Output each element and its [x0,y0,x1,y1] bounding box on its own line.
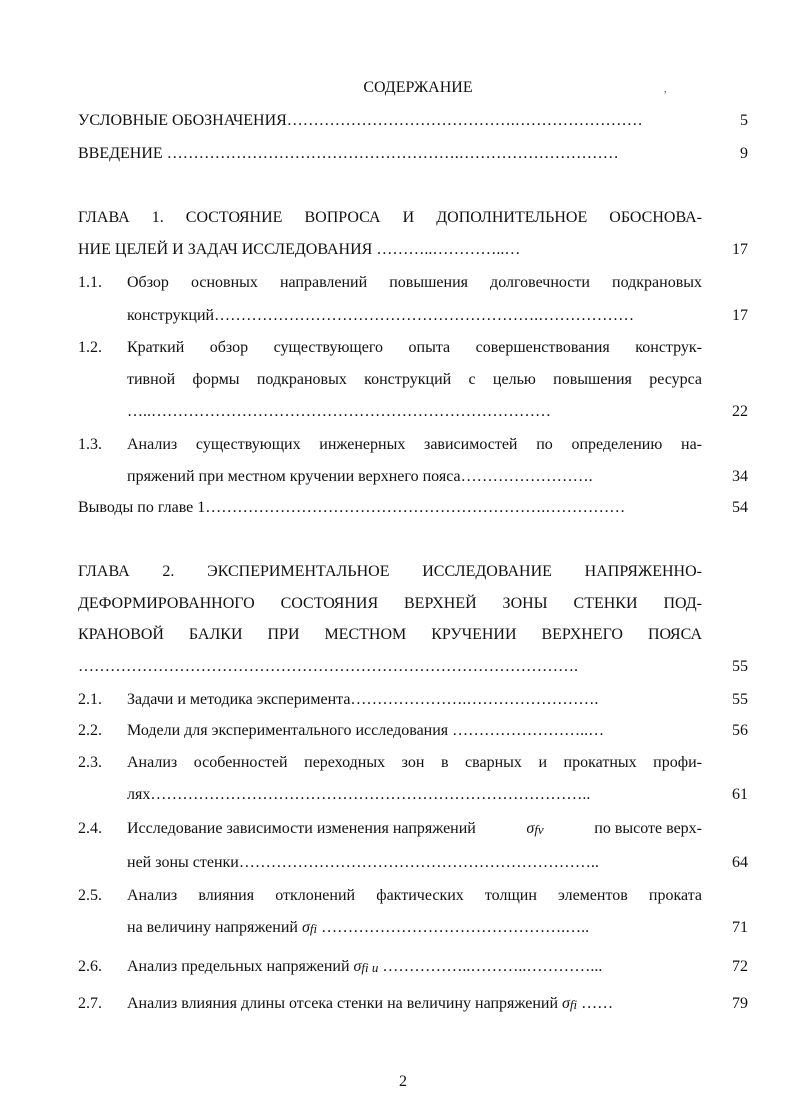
section-2-4-line2[interactable]: ней зоны стенки………………………………………………………….. [127,854,599,871]
section-2-5-page: 71 [732,919,748,936]
page-title: СОДЕРЖАНИЕ [363,79,473,96]
chapter2-heading-line1[interactable]: ГЛАВА 2. ЭКСПЕРИМЕНТАЛЬНОЕ ИССЛЕДОВАНИЕ НАПРЯЖЕННО- [78,563,702,580]
section-2-4-line1[interactable] [127,819,702,840]
section-2-6-line1[interactable]: Анализ предельных напряжений σfi u ……………..………..…………... [127,958,603,975]
page-number: 2 [399,1073,407,1090]
chapter2-page: 55 [732,658,748,675]
section-1-2-line3[interactable]: …..………………………………………………………………… [127,403,551,420]
sigma-fi-symbol-2: σfi [562,995,578,1012]
toc-entry-notation[interactable]: УСЛОВНЫЕ ОБОЗНАЧЕНИЯ…………………………………….…………………… [78,112,643,129]
section-2-3-line2[interactable]: лях……………………………………………………………………….. [127,786,591,803]
toc-page-introduction: 9 [740,145,748,162]
section-2-3-page: 61 [732,786,748,803]
section-2-6-page: 72 [732,958,748,975]
sigma-fv-symbol: σfv [526,820,544,837]
section-1-1-line1[interactable]: Обзор основных направлений повышения долговечности подкрановых [127,274,702,291]
chapter1-heading-line2[interactable]: НИЕ ЦЕЛЕЙ И ЗАДАЧ ИССЛЕДОВАНИЯ ………..…………..… [78,241,521,258]
section-1-3-line1[interactable]: Анализ существующих инженерных зависимостей по определению на- [127,436,702,453]
section-1-3-line2[interactable]: пряжений при местном кручении верхнего пояса……………………. [127,468,593,485]
chapter1-page: 17 [732,241,748,258]
section-number-2-2: 2.2. [78,722,102,739]
section-number-2-3: 2.3. [78,754,102,771]
sigma-fiu-symbol: σfi u [353,958,379,975]
chapter1-heading-line1[interactable]: ГЛАВА 1. СОСТОЯНИЕ ВОПРОСА И ДОПОЛНИТЕЛЬНОЕ ОБОСНОВА- [78,209,702,226]
section-2-4-text: Исследование зависимости изменения напряжений [127,820,476,837]
section-2-3-line1[interactable]: Анализ особенностей переходных зон в сварных и прокатных профи- [127,754,702,771]
section-number-2-5: 2.5. [78,887,102,904]
section-1-2-line2[interactable]: тивной формы подкрановых конструкций с целью повышения ресурса [127,371,702,388]
section-1-2-line1[interactable]: Краткий обзор существующего опыта совершенствования конструк- [127,339,702,356]
toc-page-notation: 5 [740,112,748,129]
section-number-2-7: 2.7. [78,995,102,1012]
section-number-2-6: 2.6. [78,958,102,975]
section-2-1-line1[interactable]: Задачи и методика эксперимента………………….……………………. [127,691,599,708]
section-number-1-1: 1.1. [78,274,102,291]
section-2-4-post: по высоте верх- [594,820,702,837]
chapter2-heading-line3[interactable]: КРАНОВОЙ БАЛКИ ПРИ МЕСТНОМ КРУЧЕНИИ ВЕРХНЕГО ПОЯСА [78,626,702,643]
section-2-5-line2[interactable]: на величину напряжений σfi ……………………………………….….. [127,919,590,936]
section-1-1-line2[interactable]: конструкций…………………………………………………….……………… [127,307,635,324]
section-number-2-4: 2.4. [78,820,102,837]
section-1-2-page: 22 [732,403,748,420]
section-2-7-line1[interactable]: Анализ влияния длины отсека стенки на величину напряжений σfi …… [127,995,614,1012]
chapter2-heading-line2[interactable]: ДЕФОРМИРОВАННОГО СОСТОЯНИЯ ВЕРХНЕЙ ЗОНЫ СТЕНКИ ПОД- [78,595,702,612]
chapter1-conclusions-page: 54 [732,499,748,516]
section-number-1-2: 1.2. [78,339,102,356]
sigma-fi-symbol: σfi [301,919,318,936]
chapter1-conclusions[interactable]: Выводы по главе 1……………………………………………………….…………… [78,499,626,516]
section-2-7-page: 79 [732,995,748,1012]
section-number-2-1: 2.1. [78,691,102,708]
toc-entry-introduction[interactable]: ВВЕДЕНИЕ ……………………………………………….………………………… [78,145,619,162]
section-number-1-3: 1.3. [78,436,102,453]
section-1-3-page: 34 [732,468,748,485]
section-1-1-page: 17 [732,307,748,324]
section-2-2-page: 56 [732,722,748,739]
corner-mark: , [664,84,667,95]
section-2-4-page: 64 [732,854,748,871]
chapter2-dots: …………………………………………………………………………………. [78,658,578,675]
section-2-1-page: 55 [732,691,748,708]
section-2-5-line1[interactable]: Анализ влияния отклонений фактических толщин элементов проката [127,887,702,904]
section-2-2-line1[interactable]: Модели для экспериментального исследования ……………………..… [127,722,605,739]
